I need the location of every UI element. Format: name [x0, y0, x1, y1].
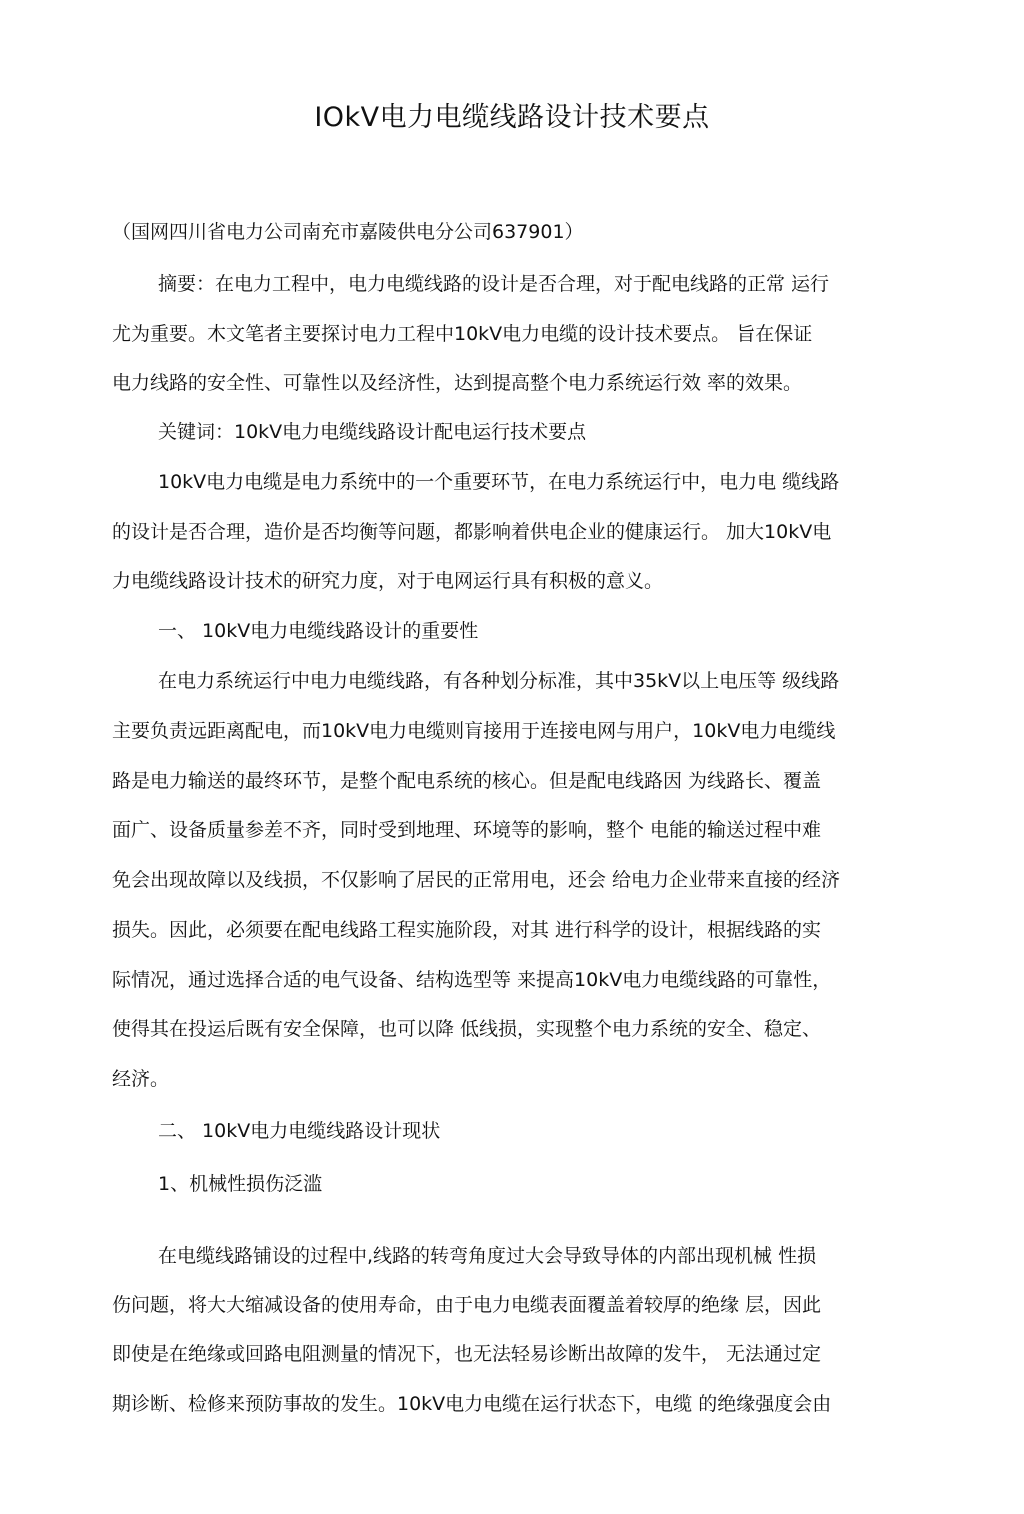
section2-line: 伤问题，将大大缩减设备的使用寿命，由于电力电缆表面覆盖着较厚的绝缘 层，因此	[112, 1294, 822, 1316]
section-heading-1: 一、 10kV电力电缆线路设计的重要性	[158, 620, 479, 642]
intro-line: 10kV电力电缆是电力系统中的一个重要环节，在电力系统运行中，电力电 缆线路	[158, 471, 840, 493]
intro-line: 力电缆线路设计技术的研究力度，对于电网运行具有积极的意义。	[112, 570, 664, 592]
section1-line: 损失。因此，必须要在配电线路工程实施阶段，对其 进行科学的设计，根据线路的实	[112, 919, 822, 941]
section1-line: 使得其在投运后既有安全保障，也可以降 低线损，实现整个电力系统的安全、稳定、	[112, 1018, 822, 1040]
section1-line: 经济。	[112, 1068, 170, 1090]
keywords: 关键词：10kV电力电缆线路设计配电运行技术要点	[158, 421, 587, 443]
section2-line: 在电缆线路铺设的过程中,线路的转弯角度过大会导致导体的内部出现机械 性损	[158, 1245, 817, 1267]
abstract-line: 电力线路的安全性、可靠性以及经济性，达到提高整个电力系统运行效 率的效果。	[112, 372, 803, 394]
document-title: IOkV电力电缆线路设计技术要点	[314, 102, 710, 133]
section1-line: 面广、设备质量参差不齐，同时受到地理、环境等的影响，整个 电能的输送过程中难	[112, 819, 822, 841]
section1-line: 在电力系统运行中电力电缆线路，有各种划分标准，其中35kV以上电压等 级线路	[158, 670, 840, 692]
abstract-line: 尤为重要。木文笔者主要探讨电力工程中10kV电力电缆的设计技术要点。 旨在保证	[112, 323, 813, 345]
section1-line: 免会出现故障以及线损，不仅影响了居民的正常用电，还会 给电力企业带来直接的经济	[112, 869, 841, 891]
section2-line: 即使是在绝缘或回路电阻测量的情况下，也无法轻易诊断出故障的发牛， 无法通过定	[112, 1343, 822, 1365]
section1-line: 路是电力输送的最终环节，是整个配电系统的核心。但是配电线路因 为线路长、覆盖	[112, 770, 822, 792]
intro-line: 的设计是否合理，造价是否均衡等问题，都影响着供电企业的健康运行。 加大10kV电	[112, 521, 832, 543]
abstract-line: 摘要：在电力工程中，电力电缆线路的设计是否合理，对于配电线路的正常 运行	[158, 273, 830, 295]
section1-line: 主要负责远距离配电，而10kV电力电缆则肓接用于连接电网与用户，10kV电力电缆线	[112, 720, 836, 742]
subheading-1: 1、机械性损伤泛滥	[158, 1173, 323, 1195]
section2-line: 期诊断、检修来预防事故的发生。10kV电力电缆在运行状态下，电缆 的绝缘强度会由	[112, 1393, 832, 1415]
section-heading-2: 二、 10kV电力电缆线路设计现状	[158, 1120, 441, 1142]
affiliation: （国网四川省电力公司南充市嘉陵供电分公司637901）	[112, 221, 584, 243]
section1-line: 际情况，通过选择合适的电气设备、结构选型等 来提高10kV电力电缆线路的可靠性，	[112, 969, 832, 991]
